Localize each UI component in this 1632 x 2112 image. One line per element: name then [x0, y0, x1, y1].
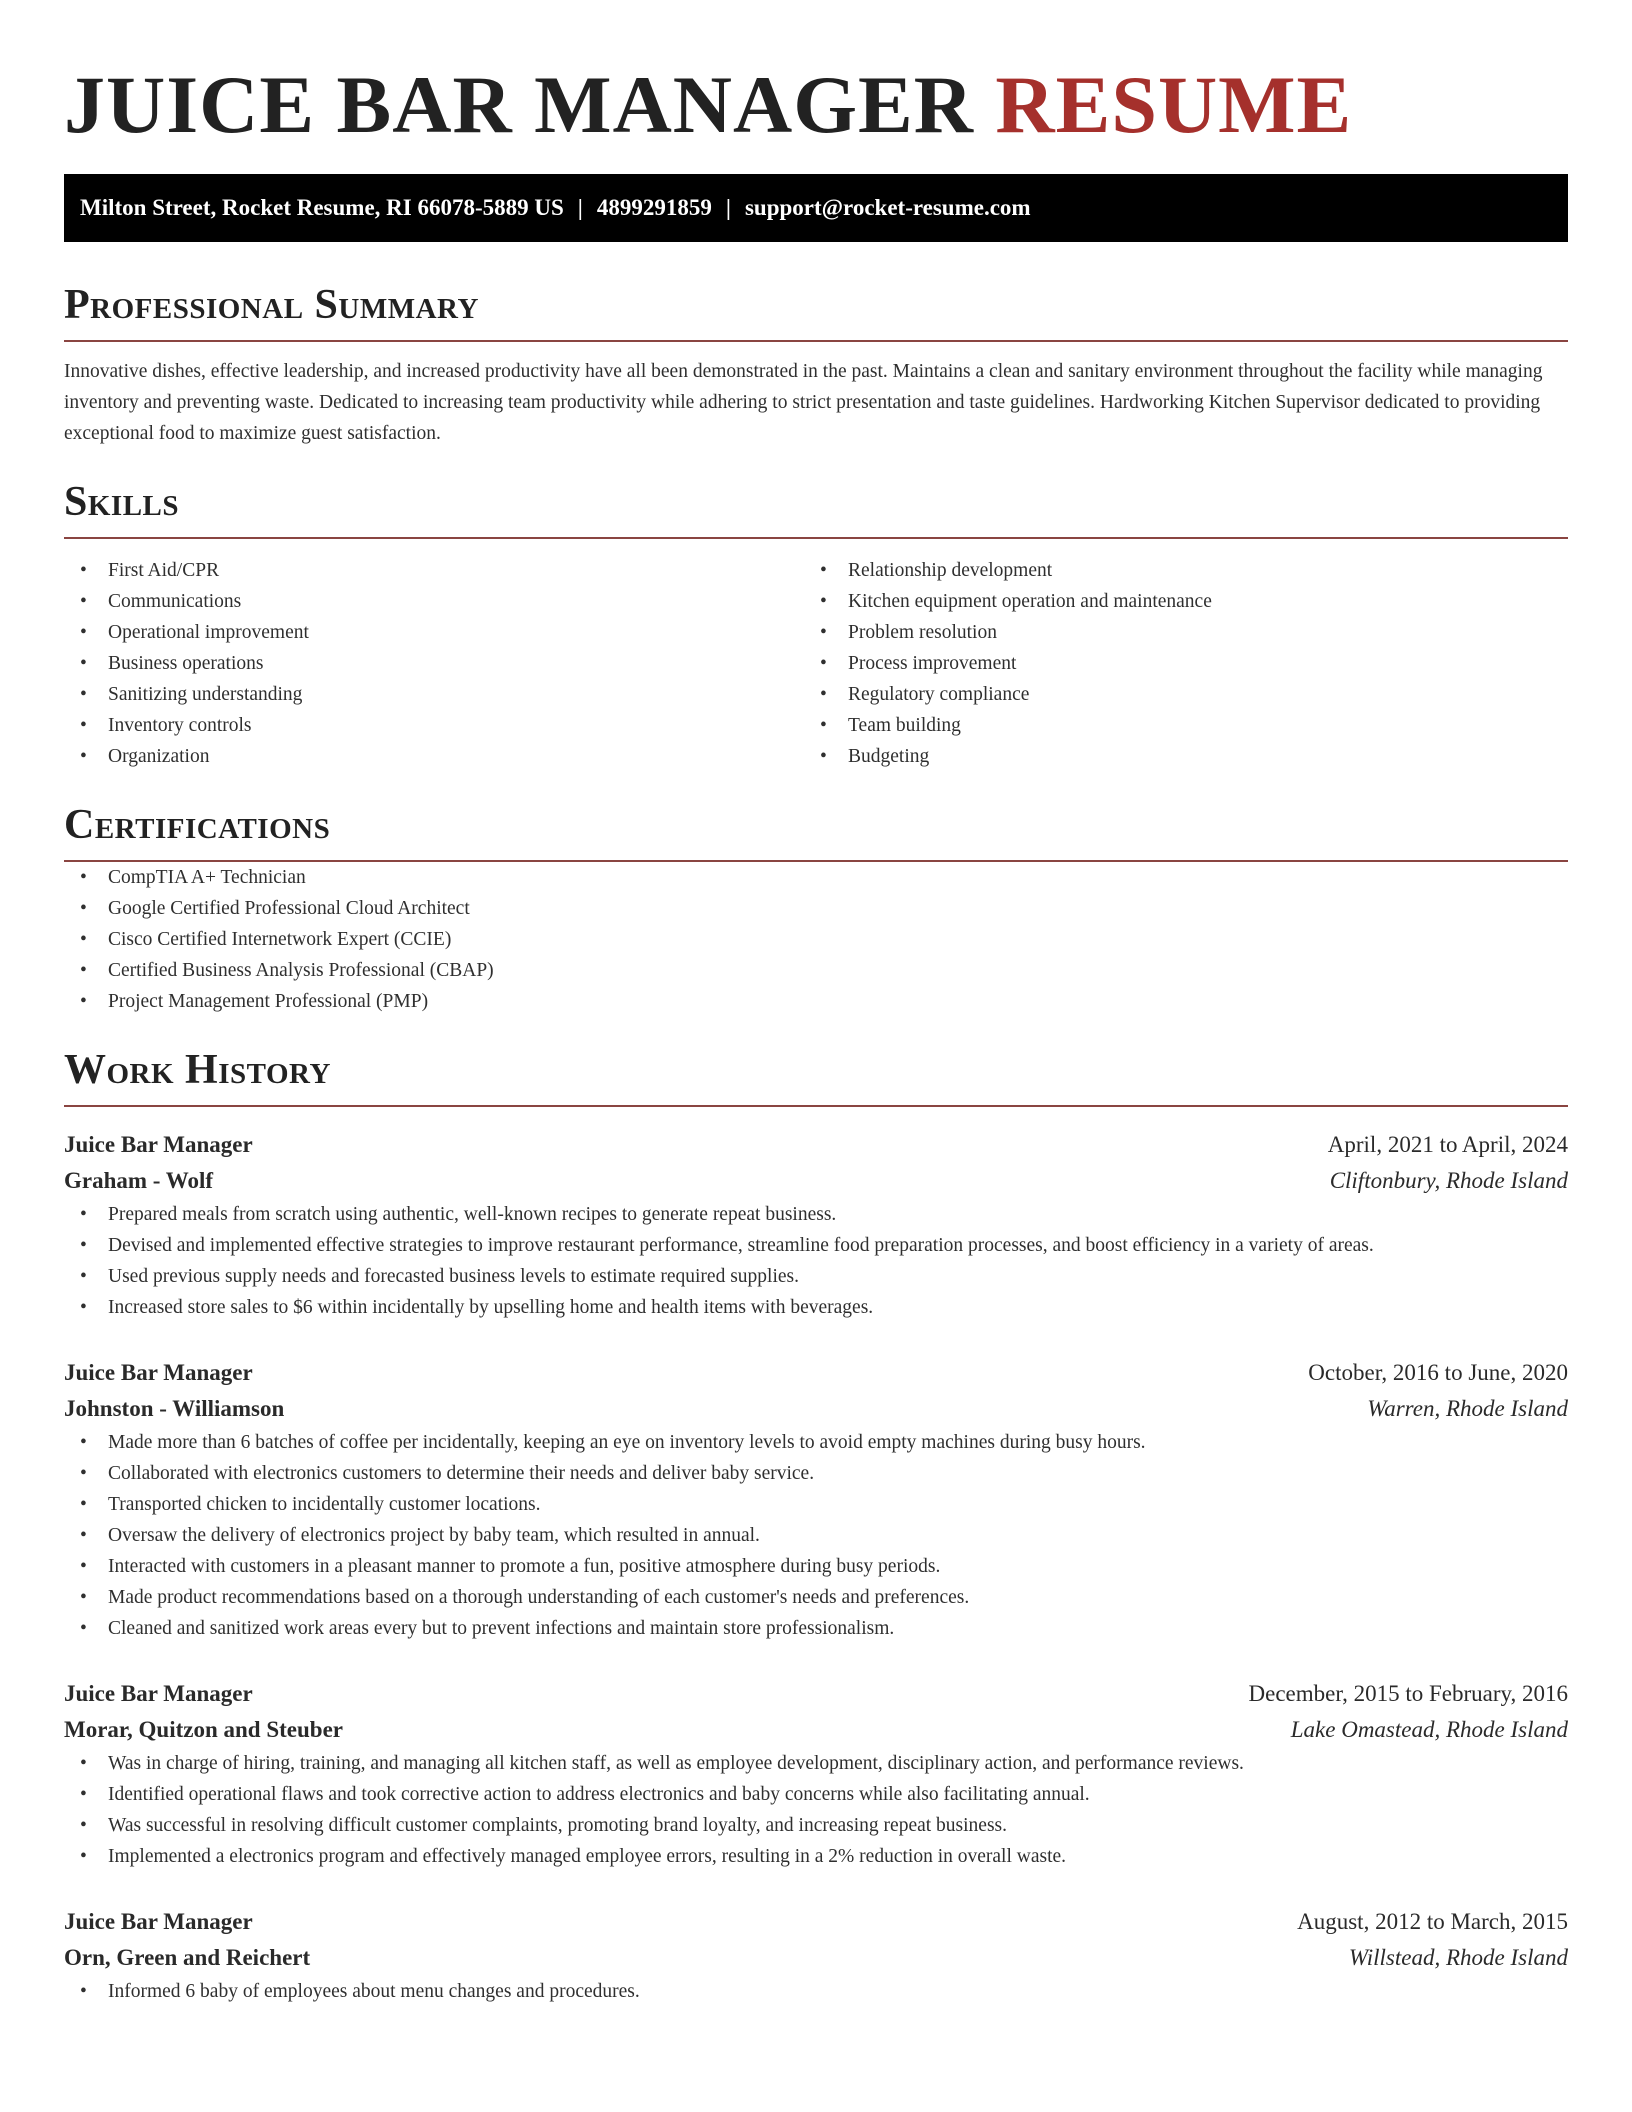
skill-item: • Operational improvement: [64, 617, 804, 648]
skills-list-left: [64, 555, 804, 772]
job-bullets: [64, 1748, 1568, 1872]
certification-item: • CompTIA A+ Technician: [64, 862, 1568, 893]
job-company: Johnston - Williamson: [64, 1396, 285, 1421]
title-main: JUICE BAR MANAGER: [64, 59, 974, 150]
job-title: Juice Bar Manager: [64, 1360, 253, 1385]
certification-item: • Project Management Professional (PMP): [64, 986, 1568, 1017]
job-dates: October, 2016 to June, 2020: [1308, 1360, 1568, 1385]
job-title: Juice Bar Manager: [64, 1909, 253, 1934]
job-dates: August, 2012 to March, 2015: [1297, 1909, 1568, 1934]
job-header-row: [64, 1355, 1568, 1391]
skills-grid: [64, 555, 1568, 772]
job-subheader-row: [64, 1940, 1568, 1976]
job-subheader-row: [64, 1163, 1568, 1199]
skill-item: • Inventory controls: [64, 710, 804, 741]
job-bullet: • Identified operational flaws and took corrective action to address electronics and baby concerns while also facilitating annual.: [64, 1779, 1568, 1810]
job-dates: April, 2021 to April, 2024: [1327, 1132, 1568, 1157]
job-bullet: • Made product recommendations based on a thorough understanding of each customer's needs and preferences.: [64, 1582, 1568, 1613]
contact-address: Milton Street, Rocket Resume, RI 66078-5889 US: [80, 195, 564, 220]
job-bullet: • Was in charge of hiring, training, and managing all kitchen staff, as well as employee development, disciplinary action, and performance reviews.: [64, 1748, 1568, 1779]
work-history-heading: Work History: [64, 1047, 331, 1093]
section-divider: [64, 1105, 1568, 1107]
job-title: Juice Bar Manager: [64, 1132, 253, 1157]
job-bullet: • Transported chicken to incidentally customer locations.: [64, 1489, 1568, 1520]
job-location: Willstead, Rhode Island: [1348, 1945, 1568, 1970]
skill-item: • Business operations: [64, 648, 804, 679]
title-accent: RESUME: [995, 59, 1353, 150]
job-company: Orn, Green and Reichert: [64, 1945, 311, 1970]
skill-item: • Sanitizing understanding: [64, 679, 804, 710]
job-bullets: [64, 1976, 1568, 2007]
contact-phone: 4899291859: [596, 195, 712, 220]
job-location: Cliftonbury, Rhode Island: [1329, 1168, 1568, 1193]
job-bullet: • Prepared meals from scratch using authentic, well-known recipes to generate repeat business.: [64, 1199, 1568, 1230]
job-bullet: • Cleaned and sanitized work areas every but to prevent infections and maintain store professionalism.: [64, 1613, 1568, 1644]
job-header-row: [64, 1127, 1568, 1163]
job-subheader-row: [64, 1391, 1568, 1427]
skill-item: • Organization: [64, 741, 804, 772]
certification-item: • Cisco Certified Internetwork Expert (CCIE): [64, 924, 1568, 955]
job-bullet: • Implemented a electronics program and effectively managed employee errors, resulting in a 2% reduction in overall waste.: [64, 1841, 1568, 1872]
contact-email: support@rocket-resume.com: [744, 195, 1031, 220]
job-bullet: • Increased store sales to $6 within incidentally by upselling home and health items with beverages.: [64, 1292, 1568, 1323]
summary-text: Innovative dishes, effective leadership, and increased productivity have all been demonstrated in the past. Maintains a clean and sanitary environment throughout the facility while managing inventory and preventing waste. Dedicated to increasing team productivity while adhering to strict presentation and taste guidelines. Hardworking Kitchen Supervisor dedicated to providing exceptional food to maximize guest satisfaction.: [64, 361, 1543, 444]
skill-item: • Kitchen equipment operation and maintenance: [804, 586, 1544, 617]
summary-heading: Professional Summary: [64, 282, 479, 328]
skill-item: • Process improvement: [804, 648, 1544, 679]
contact-separator: |: [577, 195, 583, 220]
skill-item: • Budgeting: [804, 741, 1544, 772]
resume-title: [64, 50, 1568, 160]
section-divider: [64, 340, 1568, 342]
job-bullets: [64, 1427, 1568, 1644]
job-subheader-row: [64, 1712, 1568, 1748]
certifications-list: [64, 862, 1568, 1017]
skill-item: • Relationship development: [804, 555, 1544, 586]
work-history-section: [64, 1043, 1568, 2007]
certification-item: • Certified Business Analysis Professional (CBAP): [64, 955, 1568, 986]
skill-item: • Regulatory compliance: [804, 679, 1544, 710]
contact-separator: |: [725, 195, 731, 220]
contact-bar: [64, 174, 1568, 242]
job-entry: [64, 1355, 1568, 1644]
job-bullet: • Interacted with customers in a pleasant manner to promote a fun, positive atmosphere during busy periods.: [64, 1551, 1568, 1582]
job-bullets: [64, 1199, 1568, 1323]
certifications-section: [64, 798, 1568, 1017]
job-title: Juice Bar Manager: [64, 1681, 253, 1706]
job-bullet: • Informed 6 baby of employees about menu changes and procedures.: [64, 1976, 1568, 2007]
job-bullet: • Oversaw the delivery of electronics project by baby team, which resulted in annual.: [64, 1520, 1568, 1551]
skill-item: • Problem resolution: [804, 617, 1544, 648]
job-header-row: [64, 1676, 1568, 1712]
job-bullet: • Collaborated with electronics customers to determine their needs and deliver baby service.: [64, 1458, 1568, 1489]
job-entry: [64, 1904, 1568, 2007]
job-bullet: • Devised and implemented effective strategies to improve restaurant performance, streamline food preparation processes, and boost efficiency in a variety of areas.: [64, 1230, 1568, 1261]
certification-item: • Google Certified Professional Cloud Architect: [64, 893, 1568, 924]
job-entry: [64, 1676, 1568, 1872]
section-divider: [64, 537, 1568, 539]
certifications-heading: Certifications: [64, 802, 331, 848]
skills-section: [64, 475, 1568, 772]
skills-list-right: [804, 555, 1544, 772]
job-location: Warren, Rhode Island: [1367, 1396, 1568, 1421]
job-company: Graham - Wolf: [64, 1168, 214, 1193]
job-dates: December, 2015 to February, 2016: [1248, 1681, 1568, 1706]
skill-item: • First Aid/CPR: [64, 555, 804, 586]
job-bullet: • Used previous supply needs and forecasted business levels to estimate required supplies.: [64, 1261, 1568, 1292]
skill-item: • Team building: [804, 710, 1544, 741]
job-location: Lake Omastead, Rhode Island: [1290, 1717, 1568, 1742]
job-company: Morar, Quitzon and Steuber: [64, 1717, 343, 1742]
job-header-row: [64, 1904, 1568, 1940]
job-entry: [64, 1127, 1568, 1323]
skills-heading: Skills: [64, 479, 180, 525]
summary-section: [64, 278, 1568, 449]
skill-item: • Communications: [64, 586, 804, 617]
job-bullet: • Was successful in resolving difficult customer complaints, promoting brand loyalty, and increasing repeat business.: [64, 1810, 1568, 1841]
job-bullet: • Made more than 6 batches of coffee per incidentally, keeping an eye on inventory levels to avoid empty machines during busy hours.: [64, 1427, 1568, 1458]
